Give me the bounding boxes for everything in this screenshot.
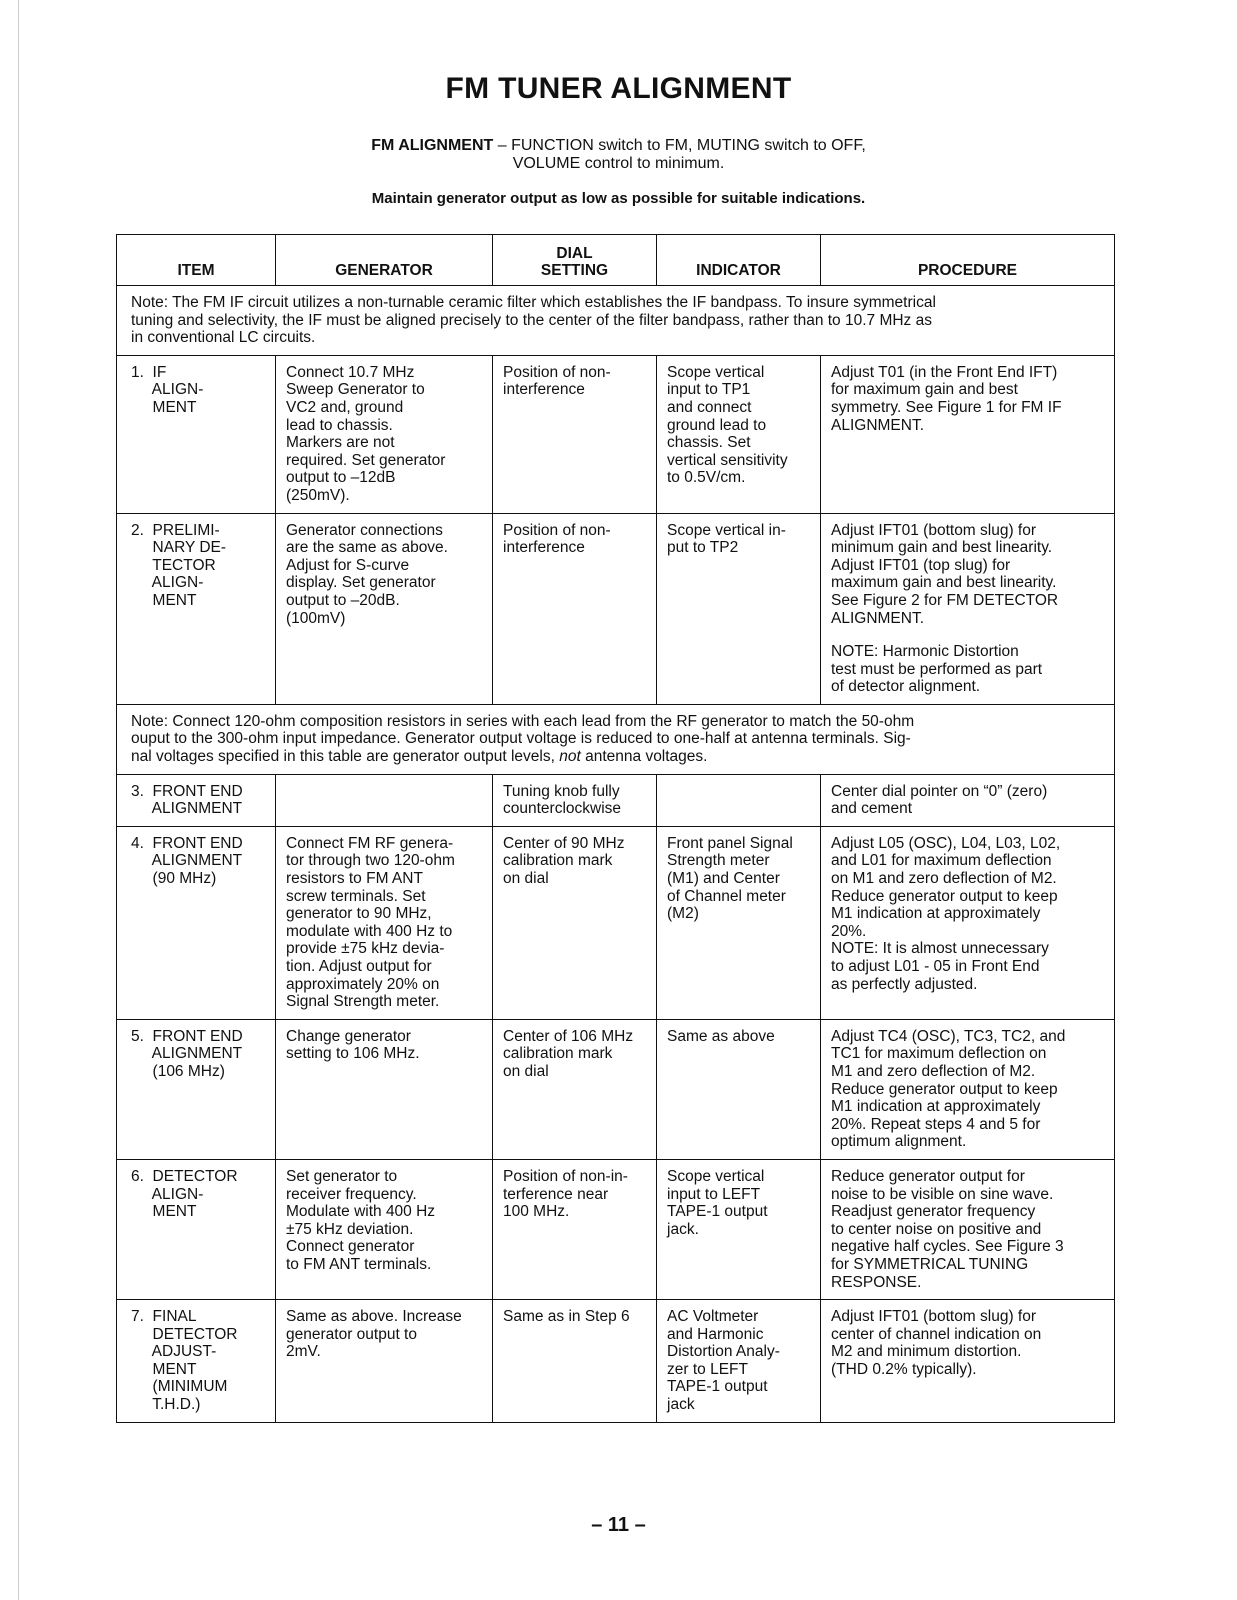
cell-line: put to TP2 <box>667 539 739 557</box>
cell-line: and connect <box>667 398 752 416</box>
cell-line: interference <box>503 381 585 399</box>
cell-line: jack. <box>667 1220 699 1238</box>
binding-edge-line <box>18 0 19 1600</box>
table-row <box>117 826 1115 1019</box>
cell-line: of detector alignment. <box>831 678 981 696</box>
cell-line: (M2) <box>667 905 699 923</box>
cell-line: Position of non- <box>503 521 611 539</box>
cell-line: provide ±75 kHz devia- <box>286 940 445 958</box>
generator-cell <box>276 1300 493 1423</box>
if-note-row <box>117 286 1115 356</box>
cell-line: generator to 90 MHz, <box>286 905 432 923</box>
dial-setting-cell <box>493 1300 657 1423</box>
generator-cell <box>276 1159 493 1299</box>
indicator-cell <box>657 774 821 826</box>
table-row <box>117 1159 1115 1299</box>
cell-line: negative half cycles. See Figure 3 <box>831 1238 1064 1256</box>
cell-line: ADJUST- <box>131 1343 217 1361</box>
cell-line: MENT <box>131 591 197 609</box>
cell-line: AC Voltmeter <box>667 1308 759 1326</box>
cell-line: of Channel meter <box>667 887 786 905</box>
cell-line: Set generator to <box>286 1167 398 1185</box>
cell-line: (MINIMUM <box>131 1378 228 1396</box>
cell-line: Same as in Step 6 <box>503 1308 630 1326</box>
alignment-intro <box>0 137 1237 173</box>
cell-line: for maximum gain and best <box>831 381 1018 399</box>
cell-line: Reduce generator output to keep <box>831 887 1058 905</box>
generator-cell <box>276 774 493 826</box>
cell-line: Position of non- <box>503 363 611 381</box>
rf-note: Note: Connect 120-ohm composition resistors in series with each lead from the RF generator to match the 50-ohm ouput to the 300-ohm input impedance. Generator output voltage is reduced to one-half at antenna terminals. Sig- nal voltages specified in this table are generator output levels, not antenna voltages. <box>117 704 1115 774</box>
procedure-cell <box>821 1159 1115 1299</box>
cell-line: Sweep Generator to <box>286 381 425 399</box>
cell-line: (THD 0.2% typically). <box>831 1360 977 1378</box>
cell-line: RESPONSE. <box>831 1273 922 1291</box>
alignment-table <box>116 234 1115 1423</box>
indicator-cell <box>657 1300 821 1423</box>
cell-line: ALIGNMENT <box>131 852 243 870</box>
dial-setting-cell <box>493 513 657 704</box>
cell-line: Scope vertical in- <box>667 521 786 539</box>
cell-line: input to TP1 <box>667 381 751 399</box>
header-generator: GENERATOR <box>276 235 493 286</box>
cell-line: Adjust L05 (OSC), L04, L03, L02, <box>831 834 1061 852</box>
cell-line: NOTE: Harmonic Distortion <box>831 643 1019 661</box>
page-title: FM TUNER ALIGNMENT <box>445 72 792 105</box>
cell-line: Center of 90 MHz <box>503 834 625 852</box>
header-item: ITEM <box>117 235 276 286</box>
cell-line: Center dial pointer on “0” (zero) <box>831 782 1048 800</box>
cell-line: Reduce generator output to keep <box>831 1080 1058 1098</box>
cell-line: Same as above <box>667 1027 775 1045</box>
item-cell <box>117 513 276 704</box>
table-header-row <box>117 235 1115 286</box>
cell-line: Adjust IFT01 (bottom slug) for <box>831 1308 1037 1326</box>
cell-line: Signal Strength meter. <box>286 993 440 1011</box>
cell-line: 20%. Repeat steps 4 and 5 for <box>831 1115 1041 1133</box>
cell-line: T.H.D.) <box>131 1396 201 1414</box>
intro-label: FM ALIGNMENT <box>371 137 494 154</box>
procedure-cell <box>821 1300 1115 1423</box>
rf-note-row <box>117 704 1115 774</box>
cell-line: Markers are not <box>286 434 395 452</box>
cell-line: chassis. Set <box>667 434 751 452</box>
cell-line: DETECTOR <box>131 1325 238 1343</box>
cell-line: M1 indication at approximately <box>831 905 1041 923</box>
cell-line: Modulate with 400 Hz <box>286 1203 436 1221</box>
cell-line: input to LEFT <box>667 1185 761 1203</box>
cell-line: ALIGNMENT. <box>831 416 925 434</box>
cell-line: approximately 20% on <box>286 975 440 993</box>
item-cell <box>117 355 276 513</box>
cell-line: M2 and minimum distortion. <box>831 1343 1022 1361</box>
cell-line: symmetry. See Figure 1 for FM IF <box>831 398 1062 416</box>
cell-line: Readjust generator frequency <box>831 1203 1036 1221</box>
cell-line: ALIGN- <box>131 381 204 399</box>
item-cell <box>117 1159 276 1299</box>
cell-line: MENT <box>131 398 197 416</box>
procedure-cell <box>821 774 1115 826</box>
cell-line: 100 MHz. <box>503 1203 570 1221</box>
cell-line: (250mV). <box>286 486 350 504</box>
cell-line: noise to be visible on sine wave. <box>831 1185 1054 1203</box>
indicator-cell <box>657 826 821 1019</box>
dial-setting-cell <box>493 826 657 1019</box>
intro-line-1 <box>0 137 1237 155</box>
cell-line: output to –12dB <box>286 469 396 487</box>
cell-line: for SYMMETRICAL TUNING <box>831 1255 1029 1273</box>
cell-line: receiver frequency. <box>286 1185 417 1203</box>
cell-line: setting to 106 MHz. <box>286 1045 420 1063</box>
cell-line: Tuning knob fully <box>503 782 620 800</box>
table-row <box>117 1300 1115 1423</box>
cell-line: 2. PRELIMI- <box>131 521 220 539</box>
cell-line: TC1 for maximum deflection on <box>831 1045 1047 1063</box>
cell-line: 5. FRONT END <box>131 1027 243 1045</box>
generator-cell <box>276 826 493 1019</box>
cell-line: output to –20dB. <box>286 591 400 609</box>
cell-line: Adjust for S-curve <box>286 556 410 574</box>
cell-line: as perfectly adjusted. <box>831 975 978 993</box>
cell-line: (100mV) <box>286 609 346 627</box>
cell-line: See Figure 2 for FM DETECTOR <box>831 591 1059 609</box>
item-cell <box>117 1300 276 1423</box>
intro-line1-text: – FUNCTION switch to FM, MUTING switch to OFF, <box>493 137 866 154</box>
cell-line: Distortion Analy- <box>667 1343 780 1361</box>
cell-line: Center of 106 MHz <box>503 1027 634 1045</box>
item-cell <box>117 1019 276 1159</box>
cell-line: Connect 10.7 MHz <box>286 363 415 381</box>
cell-line: resistors to FM ANT <box>286 870 423 888</box>
cell-line: Generator connections <box>286 521 443 539</box>
cell-line: Change generator <box>286 1027 411 1045</box>
generator-cell <box>276 355 493 513</box>
cell-line: screw terminals. Set <box>286 887 426 905</box>
cell-line: Adjust IFT01 (bottom slug) for <box>831 521 1037 539</box>
cell-line: minimum gain and best linearity. <box>831 539 1053 557</box>
cell-line: TECTOR <box>131 556 216 574</box>
cell-line: Adjust TC4 (OSC), TC3, TC2, and <box>831 1027 1066 1045</box>
item-cell <box>117 774 276 826</box>
cell-line: (106 MHz) <box>131 1062 225 1080</box>
cell-line: to 0.5V/cm. <box>667 469 746 487</box>
cell-line: interference <box>503 539 585 557</box>
cell-line: (90 MHz) <box>131 870 217 888</box>
table-row <box>117 774 1115 826</box>
cell-line: lead to chassis. <box>286 416 393 434</box>
cell-line: tor through two 120-ohm <box>286 852 455 870</box>
cell-line: required. Set generator <box>286 451 446 469</box>
cell-line: VC2 and, ground <box>286 398 404 416</box>
cell-line: Adjust T01 (in the Front End IFT) <box>831 363 1058 381</box>
if-note: Note: The FM IF circuit utilizes a non-turnable ceramic filter which establishes the IF bandpass. To insure symmetrical tuning and selectivity, the IF must be aligned precisely to the center of the filter bandpass, rather than to 10.7 MHz as in conventional LC circuits. <box>117 286 1115 356</box>
cell-line: on M1 and zero deflection of M2. <box>831 870 1057 888</box>
cell-line: MENT <box>131 1360 197 1378</box>
cell-line: counterclockwise <box>503 800 622 818</box>
cell-line: to adjust L01 - 05 in Front End <box>831 958 1040 975</box>
header-procedure: PROCEDURE <box>821 235 1115 286</box>
cell-line: ALIGNMENT <box>131 800 243 818</box>
indicator-cell <box>657 355 821 513</box>
cell-line: Strength meter <box>667 852 770 870</box>
dial-setting-cell <box>493 774 657 826</box>
cell-line: calibration mark <box>503 1045 613 1063</box>
cell-line: 4. FRONT END <box>131 834 243 852</box>
cell-line: 20%. <box>831 922 867 940</box>
cell-line: center of channel indication on <box>831 1325 1042 1343</box>
cell-line: M1 indication at approximately <box>831 1098 1041 1116</box>
cell-line: on dial <box>503 1062 549 1080</box>
dial-setting-cell <box>493 355 657 513</box>
indicator-cell <box>657 1019 821 1159</box>
table-row <box>117 1019 1115 1159</box>
cell-line: zer to LEFT <box>667 1360 748 1378</box>
cell-line: ALIGN- <box>131 574 204 592</box>
procedure-note <box>831 643 1104 696</box>
cell-line: TAPE-1 output <box>667 1203 768 1221</box>
intro-line-2: VOLUME control to minimum. <box>512 155 725 172</box>
cell-line: and L01 for maximum deflection <box>831 852 1052 870</box>
header-indicator: INDICATOR <box>657 235 821 286</box>
generator-cell <box>276 1019 493 1159</box>
cell-line: Connect FM RF genera- <box>286 834 454 852</box>
procedure-cell <box>821 355 1115 513</box>
procedure-cell <box>821 1019 1115 1159</box>
cell-line: Front panel Signal <box>667 834 793 852</box>
cell-line: MENT <box>131 1203 197 1221</box>
cell-line: generator output to <box>286 1325 417 1343</box>
cell-line: Connect generator <box>286 1238 415 1256</box>
cell-line: to center noise on positive and <box>831 1220 1042 1238</box>
cell-line: 1. IF <box>131 363 167 381</box>
rf-note-emphasis: not <box>559 748 581 766</box>
cell-line: Position of non-in- <box>503 1167 628 1185</box>
indicator-cell <box>657 1159 821 1299</box>
header-dial-setting: DIAL SETTING <box>493 235 657 286</box>
page-number: – 11 – <box>591 1514 646 1536</box>
cell-line: 2mV. <box>286 1343 321 1361</box>
cell-line: are the same as above. <box>286 539 448 557</box>
cell-line: Scope vertical <box>667 1167 765 1185</box>
cell-line: Reduce generator output for <box>831 1167 1025 1185</box>
cell-line: Adjust IFT01 (top slug) for <box>831 556 1011 574</box>
indicator-cell <box>657 513 821 704</box>
table-row <box>117 355 1115 513</box>
cell-line: 7. FINAL <box>131 1308 197 1326</box>
cell-line: modulate with 400 Hz to <box>286 922 453 940</box>
cell-line: ALIGN- <box>131 1185 204 1203</box>
cell-line: and Harmonic <box>667 1325 764 1343</box>
cell-line: (M1) and Center <box>667 870 780 888</box>
cell-line: TAPE-1 output <box>667 1378 768 1396</box>
cell-line: ALIGNMENT <box>131 1045 243 1063</box>
dial-setting-cell <box>493 1159 657 1299</box>
cell-line: vertical sensitivity <box>667 451 788 469</box>
cell-line: ALIGNMENT. <box>831 609 925 627</box>
cell-line: 6. DETECTOR <box>131 1167 238 1185</box>
cell-line: Scope vertical <box>667 363 765 381</box>
cell-line: terference near <box>503 1185 609 1203</box>
cell-line: tion. Adjust output for <box>286 958 432 975</box>
item-cell <box>117 826 276 1019</box>
cell-line: jack <box>667 1396 695 1414</box>
cell-line: optimum alignment. <box>831 1133 967 1151</box>
cell-line: 3. FRONT END <box>131 782 243 800</box>
dial-setting-cell <box>493 1019 657 1159</box>
cell-line: display. Set generator <box>286 574 436 592</box>
procedure-cell <box>821 513 1115 704</box>
table-row <box>117 513 1115 704</box>
cell-line: test must be performed as part <box>831 660 1043 678</box>
maintain-instruction: Maintain generator output as low as possible for suitable indications. <box>371 190 866 207</box>
cell-line: on dial <box>503 870 549 888</box>
cell-line: calibration mark <box>503 852 613 870</box>
cell-line: NOTE: It is almost unnecessary <box>831 940 1049 958</box>
procedure-cell <box>821 826 1115 1019</box>
cell-line: and cement <box>831 800 912 818</box>
cell-line: ±75 kHz deviation. <box>286 1220 414 1238</box>
procedure-text <box>831 522 1104 628</box>
cell-line: M1 and zero deflection of M2. <box>831 1062 1036 1080</box>
generator-cell <box>276 513 493 704</box>
cell-line: ground lead to <box>667 416 767 434</box>
cell-line: Same as above. Increase <box>286 1308 462 1326</box>
cell-line: to FM ANT terminals. <box>286 1255 432 1273</box>
cell-line: NARY DE- <box>131 539 227 557</box>
cell-line: maximum gain and best linearity. <box>831 574 1057 592</box>
